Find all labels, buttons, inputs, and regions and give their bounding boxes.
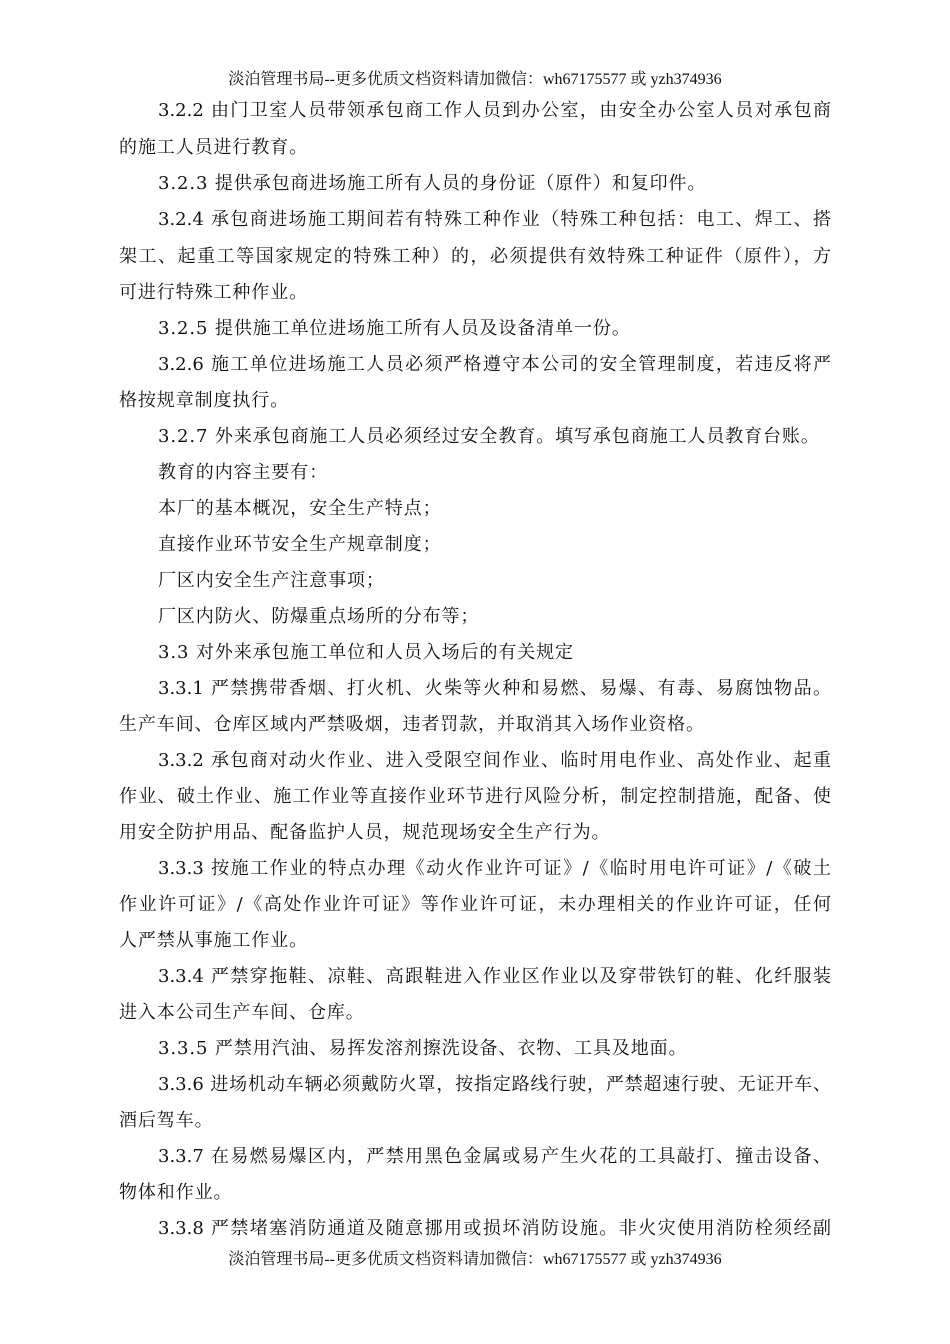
para-3-2-4-line-2: 架工、起重工等国家规定的特殊工种）的，必须提供有效特殊工种证件（原件），方 xyxy=(119,246,831,267)
para-3-3-7-line-1: 3.3.7 在易燃易爆区内，严禁用黑色金属或易产生火花的工具敲打、撞击设备、 xyxy=(158,1146,831,1167)
page-footer: 淡泊管理书局--更多优质文档资料请加微信：wh67175577 或 yzh374936 xyxy=(228,1251,722,1268)
para-3-3-2-line-1: 3.3.2 承包商对动火作业、进入受限空间作业、临时用电作业、高处作业、起重 xyxy=(158,750,831,771)
para-3-2-4-line-3: 可进行特殊工种作业。 xyxy=(119,282,308,303)
education-item-2: 直接作业环节安全生产规章制度； xyxy=(158,534,442,555)
para-3-2-6-line-1: 3.2.6 施工单位进场施工人员必须严格遵守本公司的安全管理制度，若违反将严 xyxy=(158,354,831,375)
para-3-2-6-line-2: 格按规章制度执行。 xyxy=(119,390,290,411)
para-3-3-1-line-1: 3.3.1 严禁携带香烟、打火机、火柴等火种和易燃、易爆、有毒、易腐蚀物品。 xyxy=(158,678,831,699)
para-3-3-2-line-2: 作业、破土作业、施工作业等直接作业环节进行风险分析，制定控制措施，配备、使 xyxy=(119,786,831,807)
education-item-1: 本厂的基本概况，安全生产特点； xyxy=(158,498,442,519)
para-3-3-1-line-2: 生产车间、仓库区域内严禁吸烟，违者罚款，并取消其入场作业资格。 xyxy=(119,714,705,735)
para-3-3-7-line-2: 物体和作业。 xyxy=(119,1182,233,1203)
page-header: 淡泊管理书局--更多优质文档资料请加微信：wh67175577 或 yzh374936 xyxy=(228,71,722,88)
para-3-3-4-line-1: 3.3.4 严禁穿拖鞋、凉鞋、高跟鞋进入作业区作业以及穿带铁钉的鞋、化纤服装 xyxy=(158,966,831,987)
para-3-2-2-line-1: 3.2.2 由门卫室人员带领承包商工作人员到办公室，由安全办公室人员对承包商 xyxy=(158,100,831,121)
para-3-3-6-line-2: 酒后驾车。 xyxy=(119,1110,214,1131)
para-3-2-2-line-2: 的施工人员进行教育。 xyxy=(119,137,308,158)
para-3-3-4-line-2: 进入本公司生产车间、仓库。 xyxy=(119,1002,365,1023)
para-3-3-8-line-1: 3.3.8 严禁堵塞消防通道及随意挪用或损坏消防设施。非火灾使用消防栓须经副 xyxy=(158,1218,831,1239)
para-3-2-7: 3.2.7 外来承包商施工人员必须经过安全教育。填写承包商施工人员教育台账。 xyxy=(158,426,820,447)
para-3-3-3-line-3: 人严禁从事施工作业。 xyxy=(119,930,308,951)
para-3-2-3: 3.2.3 提供承包商进场施工所有人员的身份证（原件）和复印件。 xyxy=(158,173,707,194)
para-3-2-4-line-1: 3.2.4 承包商进场施工期间若有特殊工种作业（特殊工种包括：电工、焊工、搭 xyxy=(158,209,831,230)
education-item-3: 厂区内安全生产注意事项； xyxy=(158,570,385,591)
para-3-2-5: 3.2.5 提供施工单位进场施工所有人员及设备清单一份。 xyxy=(158,318,631,339)
section-3-3-heading: 3.3 对外来承包施工单位和人员入场后的有关规定 xyxy=(158,642,574,663)
para-3-3-3-line-1: 3.3.3 按施工作业的特点办理《动火作业许可证》/《临时用电许可证》/《破土 xyxy=(158,858,831,879)
para-3-3-2-line-3: 用安全防护用品、配备监护人员，规范现场安全生产行为。 xyxy=(119,822,611,843)
para-3-3-5: 3.3.5 严禁用汽油、易挥发溶剂擦洗设备、衣物、工具及地面。 xyxy=(158,1038,688,1059)
education-item-4: 厂区内防火、防爆重点场所的分布等； xyxy=(158,606,480,627)
para-3-3-3-line-2: 作业许可证》/《高处作业许可证》等作业许可证，未办理相关的作业许可证，任何 xyxy=(119,894,831,915)
para-3-3-6-line-1: 3.3.6 进场机动车辆必须戴防火罩，按指定路线行驶，严禁超速行驶、无证开车、 xyxy=(158,1074,831,1095)
education-content-heading: 教育的内容主要有： xyxy=(158,462,329,483)
